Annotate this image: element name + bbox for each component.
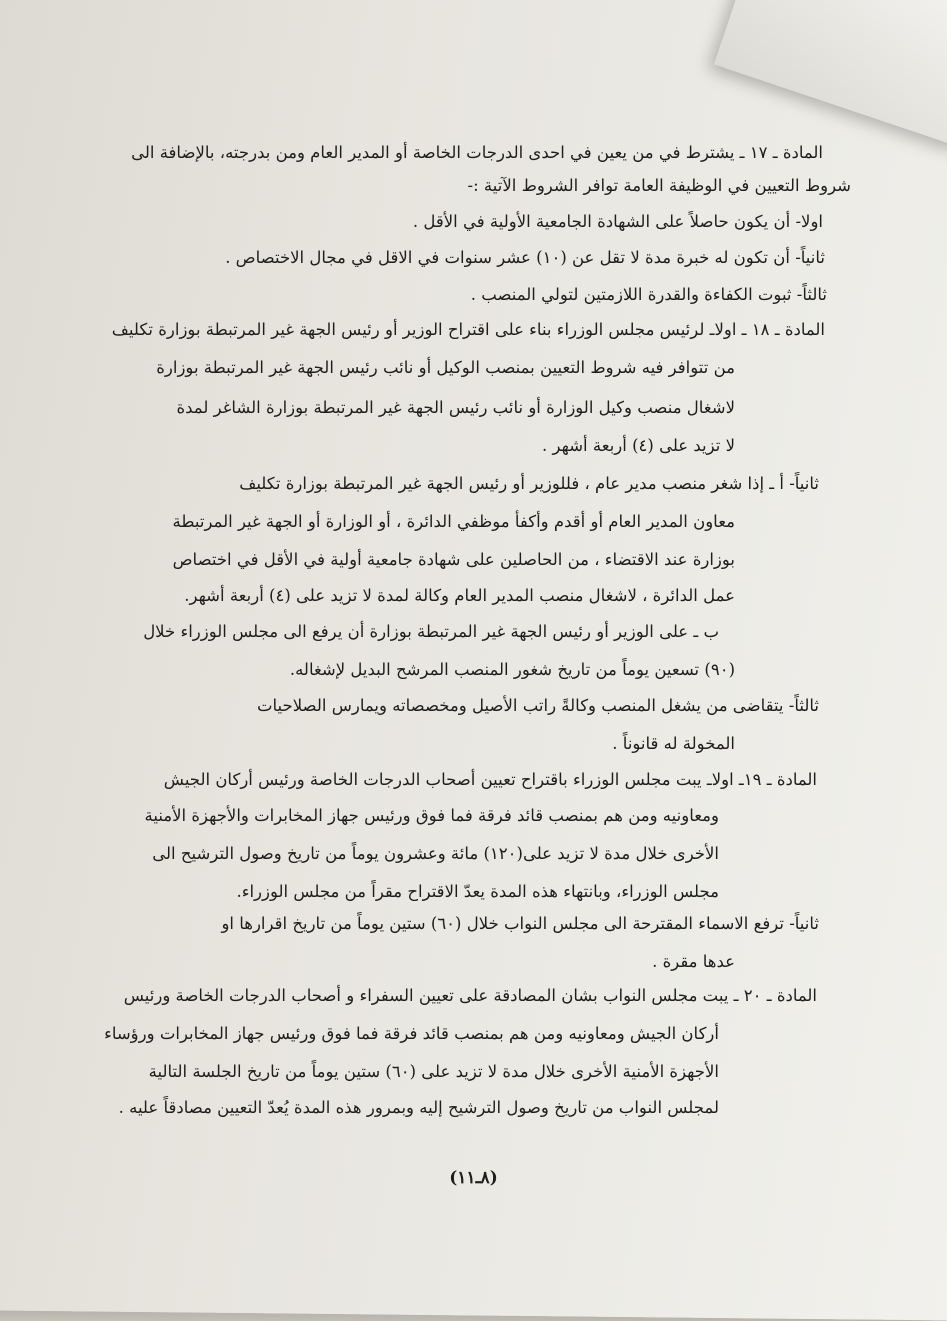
text-line: الأخرى خلال مدة لا تزيد على(١٢٠) مائة وعشرون يوماً من تاريخ وصول الترشيح الى — [152, 844, 719, 863]
text-line: الأجهزة الأمنية الأخرى خلال مدة لا تزيد على (٦٠) ستين يوماً من تاريخ الجلسة التالية — [148, 1062, 719, 1081]
text-line: ثانياً- أ ـ إذا شغر منصب مدير عام ، فللوزير أو رئيس الجهة غير المرتبطة بوزارة تكليف — [239, 474, 819, 493]
text-line: ثالثاً- يتقاضى من يشغل المنصب وكالةً راتب الأصيل ومخصصاته ويمارس الصلاحيات — [256, 696, 819, 715]
next-page-corner — [714, 0, 947, 147]
text-line: معاون المدير العام أو أقدم وأكفأ موظفي الدائرة ، أو الوزارة أو الجهة غير المرتبطة — [172, 512, 735, 531]
text-line: لمجلس النواب من تاريخ وصول الترشيح إليه وبمرور هذه المدة يُعدّ التعيين مصادقاً عليه . — [118, 1098, 719, 1117]
text-line: المادة ـ ٢٠ ـ يبت مجلس النواب بشان المصادقة على تعيين السفراء و أصحاب الدرجات الخاصة ورئيس — [123, 986, 817, 1005]
text-line: ثانياً- ترفع الاسماء المقترحة الى مجلس النواب خلال (٦٠) ستين يوماً من تاريخ اقرارها او — [221, 914, 819, 933]
text-line: ثالثاً- ثبوت الكفاءة والقدرة اللازمتين لتولي المنصب . — [470, 285, 827, 304]
text-line: اولا- أن يكون حاصلاً على الشهادة الجامعية الأولية في الأقل . — [412, 212, 823, 231]
text-line: عدها مقرة . — [652, 952, 735, 971]
text-line: المخولة له قانوناً . — [612, 734, 735, 753]
text-line: المادة ـ ١٧ ـ يشترط في من يعين في احدى الدرجات الخاصة أو المدير العام ومن بدرجته، بالإضافة الى — [131, 143, 823, 162]
text-line: عمل الدائرة ، لاشغال منصب المدير العام وكالة لمدة لا تزيد على (٤) أربعة أشهر. — [184, 586, 735, 605]
text-line: أركان الجيش ومعاونيه ومن هم بمنصب قائد فرقة فما فوق ورئيس جهاز المخابرات ورؤساء — [104, 1024, 719, 1043]
text-line: لاشغال منصب وكيل الوزارة أو نائب رئيس الجهة غير المرتبطة بوزارة الشاغر لمدة — [176, 398, 735, 417]
text-line: من تتوافر فيه شروط التعيين بمنصب الوكيل أو نائب رئيس الجهة غير المرتبطة بوزارة — [156, 358, 735, 377]
text-line: ثانياً- أن تكون له خبرة مدة لا تقل عن (١٠) عشر سنوات في الاقل في مجال الاختصاص . — [225, 248, 825, 267]
text-line: المادة ـ ١٨ ـ اولاـ لرئيس مجلس الوزراء بناء على اقتراح الوزير أو رئيس الجهة غير المرتبطة بوزارة تكليف — [111, 320, 825, 339]
text-line: المادة ـ ١٩ـ اولاـ يبت مجلس الوزراء باقتراح تعيين أصحاب الدرجات الخاصة ورئيس أركان الجيش — [163, 770, 817, 789]
text-line: لا تزيد على (٤) أربعة أشهر . — [542, 436, 735, 455]
text-line: ومعاونيه ومن هم بمنصب قائد فرقة فما فوق ورئيس جهاز المخابرات والأجهزة الأمنية — [144, 806, 719, 825]
text-line: ب ـ على الوزير أو رئيس الجهة غير المرتبطة بوزارة أن يرفع الى مجلس الوزراء خلال — [143, 622, 719, 641]
text-line: مجلس الوزراء، وبانتهاء هذه المدة يعدّ الاقتراح مقراً من مجلس الوزراء. — [236, 882, 719, 901]
text-line: بوزارة عند الاقتضاء ، من الحاصلين على شهادة جامعية أولية في الأقل في اختصاص — [172, 550, 735, 569]
text-line: شروط التعيين في الوظيفة العامة توافر الشروط الآتية :- — [467, 176, 851, 195]
page-number: (٨ـ١١) — [449, 1168, 498, 1188]
text-line: (٩٠) تسعين يوماً من تاريخ شغور المنصب المرشح البديل لإشغاله. — [289, 660, 735, 679]
